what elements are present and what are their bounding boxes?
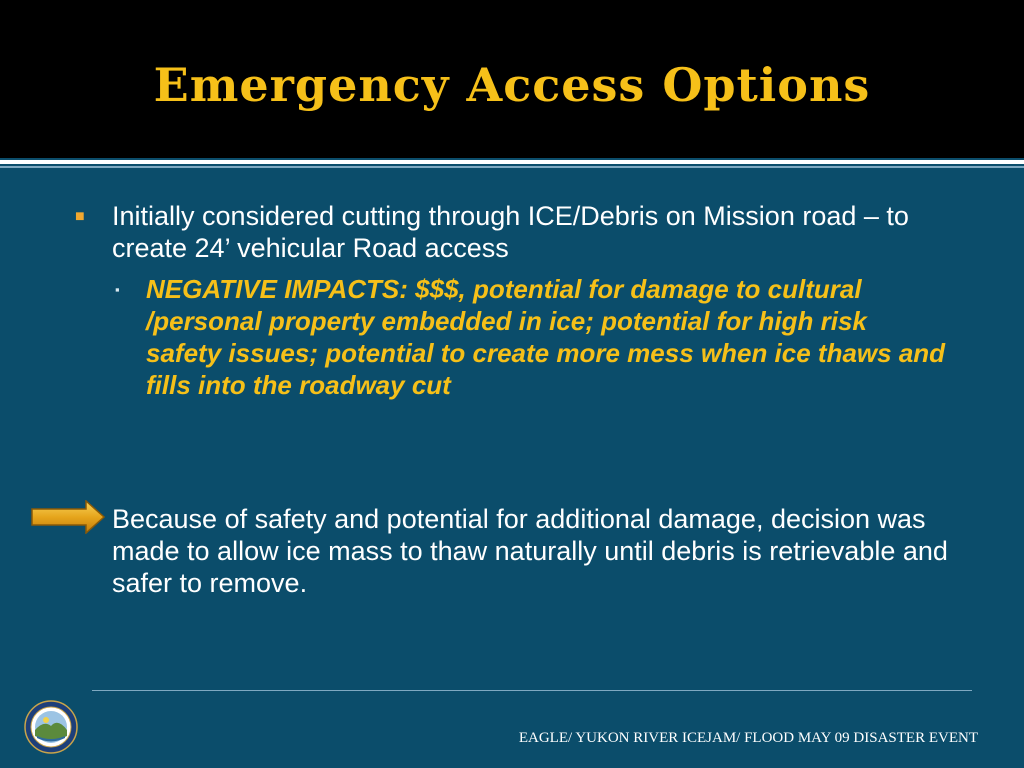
sub-bullet-text-1: NEGATIVE IMPACTS: $$$, potential for damage to cultural /personal property embedded in ice; potential for high risk safety issues; potential to create more mess when ice thaws and fills into the roadway cut [146, 274, 946, 400]
footer-divider [92, 690, 972, 691]
small-square-bullet-icon: ▪ [115, 282, 120, 297]
square-bullet-icon: ■ [75, 208, 85, 225]
slide-title: Emergency Access Options [153, 58, 871, 112]
right-arrow-icon [30, 500, 106, 534]
conclusion-text: Because of safety and potential for additional damage, decision was made to allow ice mass to thaw naturally until debris is retrievable and safer to remove. [112, 504, 948, 598]
bullet-text-1: Initially considered cutting through ICE/Debris on Mission road – to create 24’ vehicular Road access [112, 201, 909, 263]
footer-text: EAGLE/ YUKON RIVER ICEJAM/ FLOOD MAY 09 DISASTER EVENT [518, 730, 978, 746]
title-divider [0, 160, 1024, 164]
title-divider-thin [0, 166, 1024, 168]
state-seal-logo [24, 700, 78, 754]
